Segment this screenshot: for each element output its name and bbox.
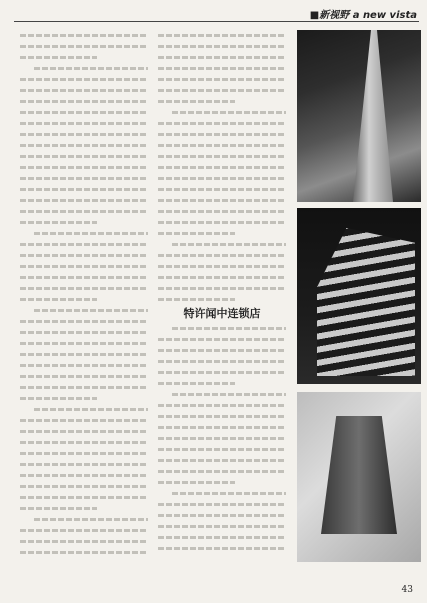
page-number: 43 — [401, 585, 413, 595]
text-block — [158, 323, 286, 554]
building-photo-1 — [297, 30, 421, 202]
text-block — [158, 30, 286, 305]
text-block — [20, 30, 148, 558]
middle-column — [158, 30, 286, 578]
left-column — [20, 30, 148, 578]
section-label: ■新视野 a new vista — [309, 10, 417, 21]
header-rule — [14, 21, 419, 22]
building-photo-2 — [297, 208, 421, 384]
building-photo-3 — [297, 392, 421, 562]
middle-heading: 特许闻中连锁店 — [183, 307, 261, 320]
